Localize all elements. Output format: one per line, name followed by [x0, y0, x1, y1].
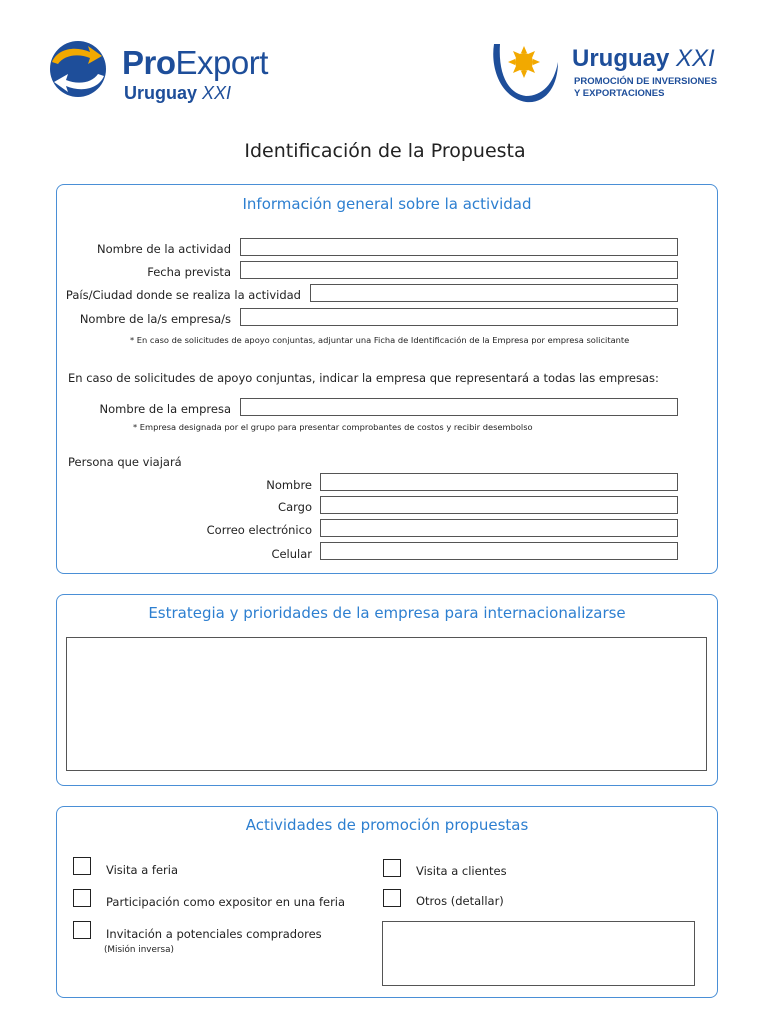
- traveler-heading: Persona que viajará: [68, 455, 182, 469]
- traveler-position-field[interactable]: [320, 496, 678, 514]
- proexport-arrows-icon: [44, 38, 114, 100]
- companies-label: Nombre de la/s empresa/s: [79, 312, 231, 326]
- uruguay-xxi-subline-2: Y EXPORTACIONES: [574, 88, 665, 99]
- activity-name-label: Nombre de la actividad: [97, 242, 231, 256]
- exhibitor-label: Participación como expositor en una feria: [106, 895, 346, 909]
- traveler-name-label: Nombre: [266, 478, 312, 492]
- companies-field[interactable]: [240, 308, 678, 326]
- page-title: Identificación de la Propuesta: [244, 140, 526, 162]
- company-name-label: Nombre de la empresa: [99, 402, 231, 416]
- traveler-email-label: Correo electrónico: [206, 523, 312, 537]
- client-visit-checkbox[interactable]: [383, 859, 401, 877]
- company-note: * Empresa designada por el grupo para presentar comprobantes de costos y recibir desembolso: [133, 422, 533, 432]
- others-checkbox[interactable]: [383, 889, 401, 907]
- others-label: Otros (detallar): [416, 894, 504, 908]
- buyer-invite-checkbox[interactable]: [73, 921, 91, 939]
- uruguay-xxi-subline-1: PROMOCIÓN DE INVERSIONES: [574, 76, 718, 87]
- traveler-position-label: Cargo: [278, 500, 312, 514]
- strategy-textarea[interactable]: [66, 637, 707, 771]
- joint-request-text: En caso de solicitudes de apoyo conjuntas, indicar la empresa que representará a todas las empresas:: [68, 371, 659, 385]
- general-info-title: Información general sobre la actividad: [242, 195, 532, 213]
- planned-date-field[interactable]: [240, 261, 678, 279]
- fair-visit-checkbox[interactable]: [73, 857, 91, 875]
- uruguay-xxi-wordmark: Uruguay XXI: [572, 45, 715, 72]
- exhibitor-checkbox[interactable]: [73, 889, 91, 907]
- sun-crest-icon: [488, 40, 562, 106]
- activity-name-field[interactable]: [240, 238, 678, 256]
- proexport-wordmark: ProExport: [122, 44, 268, 81]
- buyer-invite-note: (Misión inversa): [104, 945, 174, 955]
- proexport-subline: Uruguay XXI: [124, 83, 232, 103]
- strategy-title: Estrategia y prioridades de la empresa para internacionalizarse: [148, 604, 626, 622]
- country-city-label: País/Ciudad donde se realiza la actividad: [65, 288, 301, 302]
- traveler-email-field[interactable]: [320, 519, 678, 537]
- buyer-invite-label: Invitación a potenciales compradores: [106, 927, 322, 941]
- proexport-logo: [44, 38, 284, 108]
- uruguay-xxi-logo: [488, 40, 728, 110]
- traveler-phone-field[interactable]: [320, 542, 678, 560]
- client-visit-label: Visita a clientes: [416, 864, 507, 878]
- companies-note: * En caso de solicitudes de apoyo conjuntas, adjuntar una Ficha de Identificación de la Empresa por empresa solicitante: [130, 335, 630, 345]
- traveler-phone-label: Celular: [271, 547, 312, 561]
- country-city-field[interactable]: [310, 284, 678, 302]
- traveler-name-field[interactable]: [320, 473, 678, 491]
- fair-visit-label: Visita a feria: [106, 863, 179, 877]
- others-detail-textarea[interactable]: [382, 921, 695, 986]
- promotion-activities-title: Actividades de promoción propuestas: [245, 816, 529, 834]
- company-name-field[interactable]: [240, 398, 678, 416]
- planned-date-label: Fecha prevista: [147, 265, 231, 279]
